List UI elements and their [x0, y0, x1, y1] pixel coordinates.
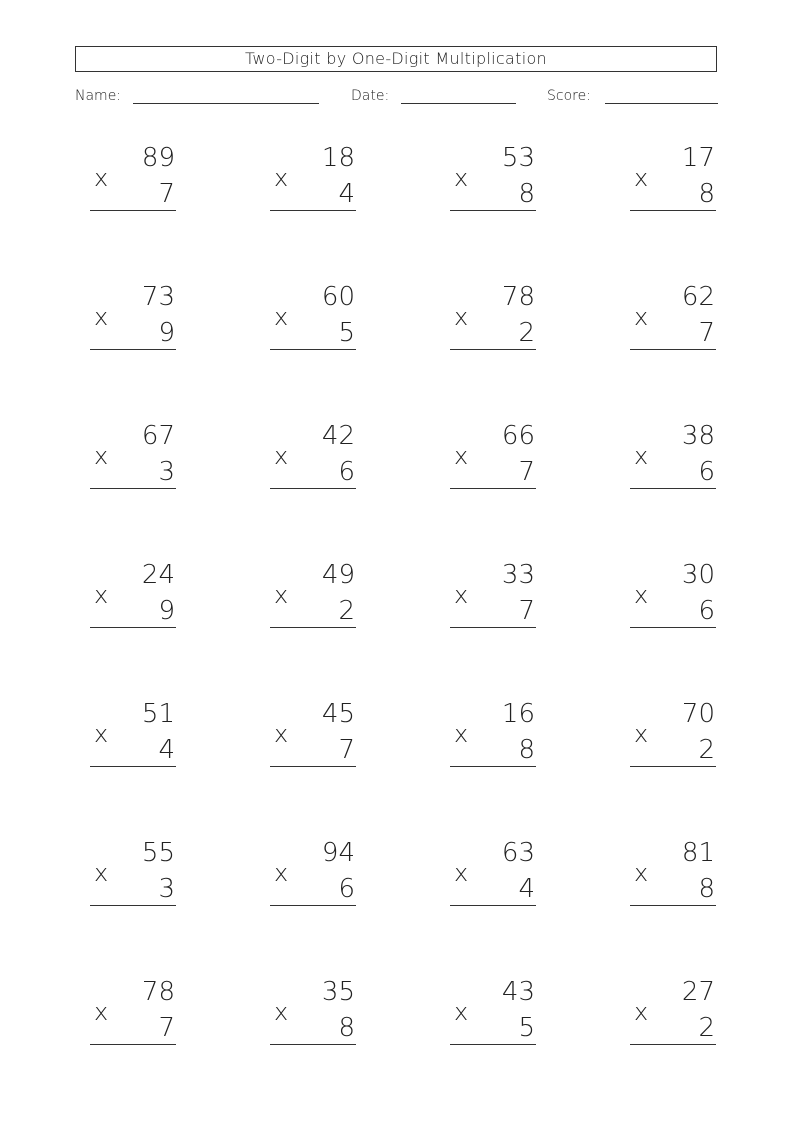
multiplier: 8 — [518, 735, 535, 765]
multiply-operator: x — [454, 581, 469, 609]
answer-line — [450, 1044, 536, 1045]
answer-line — [270, 766, 356, 767]
problem-18 — [270, 699, 360, 769]
multiply-operator: x — [94, 164, 109, 192]
multiplier: 2 — [338, 596, 355, 626]
multiplicand: 78 — [141, 977, 175, 1007]
multiply-operator: x — [634, 859, 649, 887]
date-label: Date: — [351, 88, 390, 104]
multiply-operator: x — [274, 581, 289, 609]
multiplicand: 27 — [681, 977, 715, 1007]
answer-line — [270, 627, 356, 628]
multiplier: 6 — [338, 874, 355, 904]
multiplicand: 17 — [681, 143, 715, 173]
multiplier: 3 — [158, 874, 175, 904]
multiplicand: 35 — [321, 977, 355, 1007]
multiplicand: 73 — [141, 282, 175, 312]
multiplicand: 60 — [321, 282, 355, 312]
problem-24 — [630, 838, 720, 908]
multiply-operator: x — [274, 859, 289, 887]
multiplier: 8 — [518, 179, 535, 209]
worksheet-title: Two-Digit by One-Digit Multiplication — [75, 46, 717, 72]
multiplier: 6 — [338, 457, 355, 487]
answer-line — [270, 210, 356, 211]
problem-16 — [630, 560, 720, 630]
multiply-operator: x — [454, 164, 469, 192]
multiplicand: 62 — [681, 282, 715, 312]
multiplier: 5 — [338, 318, 355, 348]
multiply-operator: x — [634, 998, 649, 1026]
problem-3 — [450, 143, 540, 213]
answer-line — [90, 766, 176, 767]
problem-13 — [90, 560, 180, 630]
answer-line — [90, 488, 176, 489]
multiplier: 9 — [158, 596, 175, 626]
multiplicand: 49 — [321, 560, 355, 590]
multiply-operator: x — [454, 442, 469, 470]
multiplier: 8 — [698, 179, 715, 209]
problem-10 — [270, 421, 360, 491]
answer-line — [630, 627, 716, 628]
problem-25 — [90, 977, 180, 1047]
multiplicand: 55 — [141, 838, 175, 868]
multiplier: 7 — [158, 1013, 175, 1043]
multiplier: 9 — [158, 318, 175, 348]
answer-line — [630, 210, 716, 211]
problem-15 — [450, 560, 540, 630]
problem-5 — [90, 282, 180, 352]
answer-line — [270, 905, 356, 906]
multiply-operator: x — [634, 720, 649, 748]
multiply-operator: x — [274, 442, 289, 470]
answer-line — [630, 766, 716, 767]
answer-line — [270, 1044, 356, 1045]
answer-line — [270, 349, 356, 350]
problem-7 — [450, 282, 540, 352]
multiply-operator: x — [634, 164, 649, 192]
multiplier: 2 — [698, 1013, 715, 1043]
multiplier: 6 — [698, 457, 715, 487]
problem-27 — [450, 977, 540, 1047]
answer-line — [90, 627, 176, 628]
answer-line — [450, 627, 536, 628]
multiply-operator: x — [634, 442, 649, 470]
multiplicand: 33 — [501, 560, 535, 590]
multiply-operator: x — [94, 303, 109, 331]
problem-22 — [270, 838, 360, 908]
multiplier: 6 — [698, 596, 715, 626]
multiplier: 4 — [338, 179, 355, 209]
answer-line — [90, 349, 176, 350]
multiply-operator: x — [94, 442, 109, 470]
multiplier: 8 — [698, 874, 715, 904]
multiply-operator: x — [94, 859, 109, 887]
multiply-operator: x — [454, 998, 469, 1026]
multiplier: 7 — [518, 596, 535, 626]
multiply-operator: x — [634, 303, 649, 331]
multiplier: 2 — [698, 735, 715, 765]
multiply-operator: x — [454, 720, 469, 748]
problem-8 — [630, 282, 720, 352]
problem-12 — [630, 421, 720, 491]
multiplicand: 24 — [141, 560, 175, 590]
multiplicand: 81 — [681, 838, 715, 868]
problem-19 — [450, 699, 540, 769]
multiplicand: 70 — [681, 699, 715, 729]
multiplier: 8 — [338, 1013, 355, 1043]
answer-line — [630, 349, 716, 350]
answer-line — [450, 349, 536, 350]
problem-4 — [630, 143, 720, 213]
answer-line — [630, 905, 716, 906]
multiply-operator: x — [454, 859, 469, 887]
multiply-operator: x — [94, 581, 109, 609]
problem-11 — [450, 421, 540, 491]
answer-line — [90, 905, 176, 906]
multiply-operator: x — [634, 581, 649, 609]
multiplier: 4 — [158, 735, 175, 765]
multiplicand: 94 — [321, 838, 355, 868]
multiply-operator: x — [274, 998, 289, 1026]
answer-line — [450, 766, 536, 767]
multiply-operator: x — [94, 720, 109, 748]
multiplier: 2 — [518, 318, 535, 348]
answer-line — [450, 488, 536, 489]
multiplier: 3 — [158, 457, 175, 487]
answer-line — [90, 210, 176, 211]
answer-line — [630, 1044, 716, 1045]
multiplier: 4 — [518, 874, 535, 904]
problem-28 — [630, 977, 720, 1047]
problem-2 — [270, 143, 360, 213]
multiplicand: 45 — [321, 699, 355, 729]
multiplier: 7 — [338, 735, 355, 765]
multiplicand: 63 — [501, 838, 535, 868]
multiplicand: 16 — [501, 699, 535, 729]
multiplicand: 67 — [141, 421, 175, 451]
multiplier: 5 — [518, 1013, 535, 1043]
multiplicand: 51 — [141, 699, 175, 729]
answer-line — [90, 1044, 176, 1045]
multiply-operator: x — [454, 303, 469, 331]
multiplicand: 89 — [141, 143, 175, 173]
problem-21 — [90, 838, 180, 908]
problem-9 — [90, 421, 180, 491]
answer-line — [630, 488, 716, 489]
multiplier: 7 — [158, 179, 175, 209]
multiplier: 7 — [518, 457, 535, 487]
problem-1 — [90, 143, 180, 213]
answer-line — [450, 210, 536, 211]
problem-6 — [270, 282, 360, 352]
problem-23 — [450, 838, 540, 908]
multiply-operator: x — [274, 303, 289, 331]
multiply-operator: x — [274, 164, 289, 192]
multiply-operator: x — [94, 998, 109, 1026]
multiply-operator: x — [274, 720, 289, 748]
score-label: Score: — [547, 88, 591, 104]
answer-line — [270, 488, 356, 489]
answer-line — [450, 905, 536, 906]
multiplicand: 78 — [501, 282, 535, 312]
problem-17 — [90, 699, 180, 769]
multiplicand: 66 — [501, 421, 535, 451]
problem-20 — [630, 699, 720, 769]
multiplicand: 53 — [501, 143, 535, 173]
multiplicand: 43 — [501, 977, 535, 1007]
name-label: Name: — [75, 88, 122, 104]
problem-26 — [270, 977, 360, 1047]
multiplicand: 18 — [321, 143, 355, 173]
multiplicand: 30 — [681, 560, 715, 590]
multiplier: 7 — [698, 318, 715, 348]
multiplicand: 38 — [681, 421, 715, 451]
multiplicand: 42 — [321, 421, 355, 451]
problem-14 — [270, 560, 360, 630]
